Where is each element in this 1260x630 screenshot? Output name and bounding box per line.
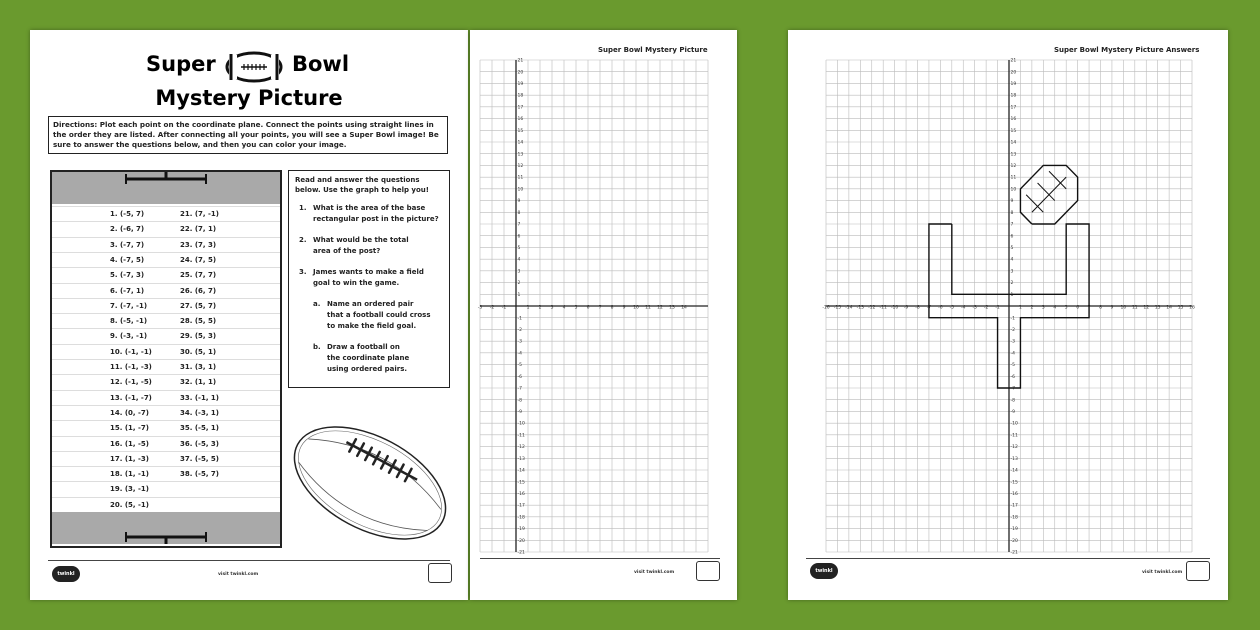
- y-tick-label: 1: [1010, 292, 1014, 298]
- y-tick-label: -15: [1010, 480, 1018, 486]
- x-tick-label: 3: [550, 305, 554, 311]
- point-right: 29. (5, 3): [180, 332, 217, 341]
- x-tick-label: -6: [938, 305, 943, 311]
- x-tick-label: 13: [1154, 305, 1161, 311]
- point-left: 15. (1, -7): [110, 424, 149, 433]
- point-left: 7. (-7, -1): [110, 301, 148, 310]
- y-tick-label: 8: [1010, 210, 1014, 216]
- y-tick-label: -14: [1010, 468, 1018, 474]
- x-tick-label: 2: [538, 305, 542, 311]
- points-row: [52, 298, 280, 313]
- x-tick-label: -9: [903, 305, 909, 311]
- points-row: [52, 497, 280, 512]
- y-tick-label: -4: [517, 351, 522, 357]
- points-row: [52, 206, 280, 221]
- graph-page-heading: Super Bowl Mystery Picture: [598, 46, 708, 54]
- points-list-field: [50, 170, 282, 548]
- footer-rule: [806, 558, 1210, 559]
- point-left: 20. (5, -1): [110, 500, 149, 509]
- goalpost-bottom-icon: [116, 530, 216, 544]
- point-left: 4. (-7, 5): [110, 255, 145, 264]
- y-tick-label: -17: [517, 503, 525, 509]
- x-tick-label: 1: [1019, 305, 1022, 311]
- x-tick-label: 11: [645, 305, 651, 311]
- y-tick-label: 18: [1010, 93, 1017, 99]
- x-tick-label: 2: [1030, 305, 1034, 311]
- coordinate-grid: [470, 30, 737, 600]
- y-tick-label: -9: [517, 410, 522, 416]
- points-row: [52, 313, 280, 328]
- x-tick-label: 7: [598, 305, 602, 311]
- point-right: 38. (-5, 7): [180, 470, 219, 479]
- y-tick-label: -16: [517, 492, 525, 498]
- points-row: [52, 283, 280, 298]
- points-row: [52, 267, 280, 282]
- point-left: 19. (3, -1): [110, 485, 149, 494]
- x-tick-label: -11: [879, 305, 887, 311]
- points-row: [52, 420, 280, 435]
- x-tick-label: 5: [574, 305, 578, 311]
- points-row: [52, 405, 280, 420]
- y-tick-label: 12: [517, 164, 524, 170]
- y-tick-label: -20: [517, 538, 525, 544]
- y-tick-label: -20: [1010, 538, 1018, 544]
- page-title-line2: Mystery Picture: [155, 86, 343, 110]
- curriculum-badge-icon: [696, 561, 720, 581]
- x-tick-label: 9: [1110, 305, 1114, 311]
- y-tick-label: 7: [1010, 222, 1014, 228]
- y-tick-label: -1: [1010, 316, 1015, 322]
- point-right: 21. (7, -1): [180, 210, 219, 218]
- x-tick-label: 10: [1120, 305, 1127, 311]
- question-3b-line3: using ordered pairs.: [327, 365, 408, 373]
- directions-box: Directions: Plot each point on the coordinate plane. Connect the points using straight lines in the order they are listed. After connecting all your points, you will see a Super Bowl image! Be sure to answer the questions below, and then you can color your image.: [48, 116, 448, 154]
- footer-url: visit twinkl.com: [218, 572, 259, 577]
- y-tick-label: 9: [517, 199, 521, 205]
- y-tick-label: 11: [517, 175, 524, 181]
- y-tick-label: 17: [517, 105, 524, 111]
- answers-page: [788, 30, 1228, 600]
- y-tick-label: -18: [517, 515, 525, 521]
- y-tick-label: 1: [517, 292, 521, 298]
- x-tick-label: -1: [501, 305, 507, 311]
- y-tick-label: -13: [1010, 456, 1018, 462]
- y-tick-label: 7: [517, 222, 521, 228]
- point-left: 1. (-5, 7): [110, 210, 145, 218]
- x-tick-label: 16: [1189, 305, 1195, 311]
- x-tick-label: 7: [1087, 305, 1091, 311]
- y-tick-label: -11: [517, 433, 525, 439]
- y-tick-label: -18: [1010, 515, 1018, 521]
- question-1-num: 1.: [299, 204, 307, 212]
- y-tick-label: 16: [517, 117, 524, 123]
- y-tick-label: 20: [1010, 70, 1017, 76]
- point-right: 23. (7, 3): [180, 240, 217, 249]
- point-right: 30. (5, 1): [180, 347, 217, 356]
- y-tick-label: 3: [517, 269, 521, 275]
- y-tick-label: -10: [1010, 421, 1018, 427]
- points-row: [52, 481, 280, 496]
- questions-box: [288, 170, 450, 388]
- y-tick-label: -5: [1010, 363, 1015, 369]
- y-tick-label: -14: [517, 468, 525, 474]
- footer-url: visit twinkl.com: [1142, 570, 1183, 575]
- points-row: [52, 466, 280, 481]
- y-tick-label: 4: [517, 257, 521, 263]
- y-tick-label: 8: [517, 210, 521, 216]
- x-tick-label: -5: [949, 305, 955, 311]
- question-3a-num: a.: [313, 300, 321, 308]
- y-tick-label: 2: [517, 281, 521, 287]
- point-left: 16. (1, -5): [110, 439, 149, 448]
- y-tick-label: 6: [517, 234, 521, 240]
- points-row: [52, 436, 280, 451]
- question-3-line1: James wants to make a field: [313, 268, 424, 276]
- points-row: [52, 451, 280, 466]
- question-3b-line2: the coordinate plane: [327, 354, 410, 362]
- y-tick-label: -6: [1010, 374, 1015, 380]
- points-row: [52, 359, 280, 374]
- point-right: 31. (3, 1): [180, 363, 217, 371]
- x-tick-label: 15: [1177, 305, 1184, 311]
- points-row: [52, 252, 280, 267]
- point-right: 26. (6, 7): [180, 286, 217, 295]
- footer-rule: [48, 560, 450, 561]
- point-right: 32. (1, 1): [180, 378, 217, 387]
- y-tick-label: -15: [517, 480, 525, 486]
- point-left: 12. (-1, -5): [110, 378, 152, 387]
- y-tick-label: 15: [517, 128, 524, 134]
- football-title-icon: [223, 50, 285, 84]
- x-tick-label: -8: [915, 305, 920, 311]
- y-tick-label: -2: [1010, 328, 1015, 334]
- worksheet-page: [30, 30, 468, 600]
- point-right: 33. (-1, 1): [180, 393, 219, 402]
- point-left: 10. (-1, -1): [110, 347, 152, 356]
- point-left: 11. (-1, -3): [110, 363, 152, 371]
- x-tick-label: -1: [995, 305, 1000, 311]
- question-2-line1: What would be the total: [313, 236, 409, 244]
- point-right: 37. (-5, 5): [180, 454, 219, 463]
- y-tick-label: 13: [1010, 152, 1017, 158]
- question-3-num: 3.: [299, 268, 307, 276]
- y-tick-label: 6: [1010, 234, 1014, 240]
- question-3-line2: goal to win the game.: [313, 279, 400, 287]
- point-right: 36. (-5, 3): [180, 439, 219, 448]
- point-right: 34. (-3, 1): [180, 408, 219, 417]
- point-left: 9. (-3, -1): [110, 332, 148, 341]
- point-left: 18. (1, -1): [110, 470, 149, 479]
- answer-coordinate-grid: [788, 30, 1228, 600]
- x-tick-label: 8: [1099, 305, 1102, 311]
- point-left: 13. (-1, -7): [110, 393, 152, 402]
- footer-rule: [480, 558, 720, 559]
- y-tick-label: -6: [517, 374, 522, 380]
- y-tick-label: -21: [1010, 550, 1018, 556]
- points-row: [52, 221, 280, 236]
- footer-url: visit twinkl.com: [634, 570, 675, 575]
- x-tick-label: 4: [562, 305, 566, 311]
- twinkl-logo: twinkl: [52, 566, 80, 582]
- x-tick-label: -3: [972, 305, 977, 311]
- y-tick-label: -2: [517, 328, 522, 334]
- y-tick-label: 13: [517, 152, 524, 158]
- x-tick-label: -2: [489, 305, 495, 311]
- y-tick-label: -21: [517, 550, 525, 556]
- x-tick-label: -2: [983, 305, 989, 311]
- y-tick-label: -9: [1010, 410, 1015, 416]
- question-3a-line1: Name an ordered pair: [327, 300, 414, 308]
- x-tick-label: -13: [856, 305, 864, 311]
- point-left: 2. (-6, 7): [110, 225, 145, 234]
- x-tick-label: 6: [1076, 305, 1080, 311]
- y-tick-label: 11: [1010, 175, 1017, 181]
- y-tick-label: -3: [517, 339, 522, 345]
- point-right: 25. (7, 7): [180, 271, 217, 280]
- y-tick-label: -8: [1010, 398, 1015, 404]
- x-tick-label: 8: [610, 305, 614, 311]
- y-tick-label: -3: [1010, 339, 1015, 345]
- x-tick-label: 13: [669, 305, 675, 311]
- curriculum-badge-icon: [428, 563, 452, 583]
- y-tick-label: 10: [1010, 187, 1017, 193]
- point-right: 24. (7, 5): [180, 255, 217, 264]
- graph-page: [470, 30, 737, 600]
- y-tick-label: 20: [517, 70, 524, 76]
- question-3b-line1: Draw a football on: [327, 343, 400, 351]
- point-right: 35. (-5, 1): [180, 424, 219, 433]
- y-tick-label: 18: [517, 93, 524, 99]
- x-tick-label: -7: [926, 305, 932, 311]
- question-2-num: 2.: [299, 236, 307, 244]
- y-tick-label: -11: [1010, 433, 1018, 439]
- x-tick-label: 4: [1053, 305, 1057, 311]
- x-tick-label: 12: [657, 305, 663, 311]
- y-tick-label: -4: [1010, 351, 1015, 357]
- y-tick-label: -19: [1010, 527, 1018, 533]
- x-tick-label: 12: [1143, 305, 1150, 311]
- y-tick-label: -12: [517, 445, 525, 451]
- point-left: 17. (1, -3): [110, 454, 149, 463]
- question-3a-line3: to make the field goal.: [327, 322, 417, 330]
- x-tick-label: 6: [586, 305, 590, 311]
- questions-intro-1: Read and answer the questions: [295, 176, 420, 184]
- points-row: [52, 237, 280, 252]
- question-3a-line2: that a football could cross: [327, 311, 431, 319]
- x-tick-label: 3: [1041, 305, 1045, 311]
- y-tick-label: 19: [1010, 82, 1017, 88]
- x-tick-label: -3: [477, 305, 483, 311]
- x-tick-label: -14: [845, 305, 853, 311]
- x-tick-label: 10: [633, 305, 639, 311]
- question-1-line2: rectangular post in the picture?: [313, 215, 439, 223]
- football-illustration: [285, 418, 455, 548]
- y-tick-label: 9: [1010, 199, 1014, 205]
- y-tick-label: -13: [517, 456, 525, 462]
- x-tick-label: -15: [833, 305, 842, 311]
- y-tick-label: -7: [1010, 386, 1015, 392]
- x-tick-label: 14: [1166, 305, 1172, 311]
- question-1-line1: What is the area of the base: [313, 204, 426, 212]
- y-tick-label: -17: [1010, 503, 1018, 509]
- twinkl-logo: twinkl: [810, 563, 838, 579]
- y-tick-label: -12: [1010, 445, 1018, 451]
- y-tick-label: 21: [517, 58, 524, 64]
- y-tick-label: 4: [1010, 257, 1014, 263]
- questions-intro-2: below. Use the graph to help you!: [295, 186, 429, 194]
- y-tick-label: 15: [1010, 128, 1017, 134]
- y-tick-label: -8: [517, 398, 522, 404]
- point-left: 14. (0, -7): [110, 408, 149, 417]
- y-tick-label: 5: [1010, 246, 1014, 252]
- point-right: 22. (7, 1): [180, 225, 217, 234]
- y-tick-label: 14: [1010, 140, 1017, 146]
- y-tick-label: -1: [517, 316, 522, 322]
- question-3b-num: b.: [313, 343, 321, 351]
- point-left: 3. (-7, 7): [110, 240, 145, 249]
- y-tick-label: -10: [517, 421, 525, 427]
- x-tick-label: -10: [890, 305, 899, 311]
- x-tick-label: 9: [622, 305, 626, 311]
- x-tick-label: 1: [526, 305, 530, 311]
- title-word-bowl: Bowl: [292, 52, 350, 76]
- x-tick-label: -12: [868, 305, 876, 311]
- point-left: 8. (-5, -1): [110, 317, 148, 326]
- curriculum-badge-icon: [1186, 561, 1210, 581]
- x-tick-label: 14: [681, 305, 687, 311]
- y-tick-label: 12: [1010, 164, 1017, 170]
- y-tick-label: -16: [1010, 492, 1018, 498]
- y-tick-label: -5: [517, 363, 522, 369]
- x-tick-label: 11: [1131, 305, 1138, 311]
- x-tick-label: -4: [961, 305, 966, 311]
- x-tick-label: -16: [822, 305, 830, 311]
- point-right: 28. (5, 5): [180, 317, 217, 326]
- x-tick-label: 5: [1064, 305, 1068, 311]
- answers-page-heading: Super Bowl Mystery Picture Answers: [1054, 46, 1200, 54]
- y-tick-label: -19: [517, 527, 525, 533]
- y-tick-label: 10: [517, 187, 524, 193]
- y-tick-label: 21: [1010, 58, 1017, 64]
- points-row: [52, 344, 280, 359]
- y-tick-label: -7: [517, 386, 522, 392]
- y-tick-label: 16: [1010, 117, 1017, 123]
- point-right: 27. (5, 7): [180, 301, 217, 310]
- y-tick-label: 2: [1010, 281, 1014, 287]
- y-tick-label: 14: [517, 140, 524, 146]
- y-tick-label: 19: [517, 82, 524, 88]
- points-row: [52, 390, 280, 405]
- points-row: [52, 374, 280, 389]
- title-word-super: Super: [146, 52, 216, 76]
- y-tick-label: 17: [1010, 105, 1017, 111]
- y-tick-label: 3: [1010, 269, 1014, 275]
- point-left: 6. (-7, 1): [110, 286, 145, 295]
- points-row: [52, 328, 280, 343]
- question-2-line2: area of the post?: [313, 247, 381, 255]
- y-tick-label: 5: [517, 246, 521, 252]
- point-left: 5. (-7, 3): [110, 271, 145, 280]
- goalpost-top-icon: [116, 172, 216, 186]
